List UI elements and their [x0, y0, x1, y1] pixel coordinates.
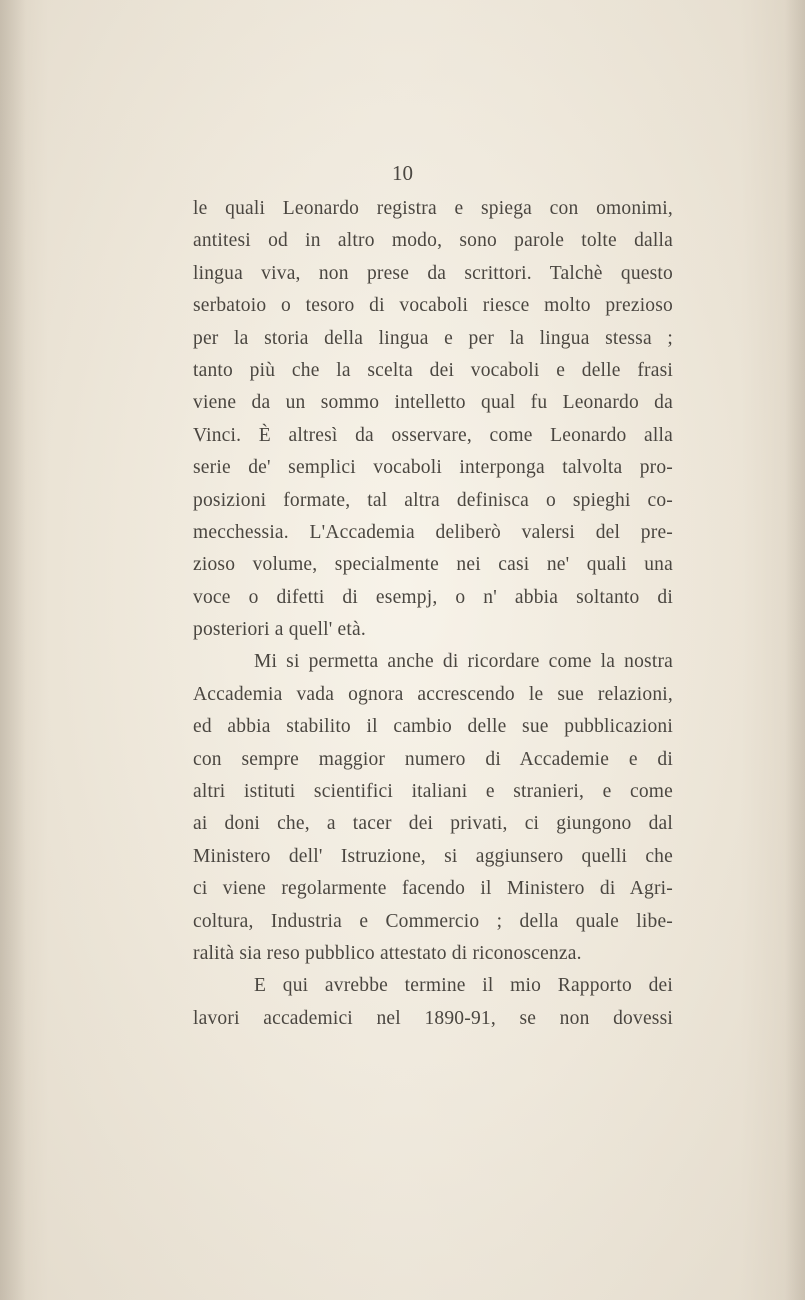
- text-line: coltura, Industria e Commercio ; della quale libe-: [193, 910, 673, 932]
- page-edge-shadow-left: [0, 0, 26, 1300]
- page-edge-shadow-right: [785, 0, 805, 1300]
- text-line: E qui avrebbe termine il mio Rapporto dei: [254, 975, 673, 997]
- text-line: altri istituti scientifici italiani e stranieri, e come: [193, 781, 673, 803]
- text-line: lingua viva, non prese da scrittori. Talchè questo: [193, 262, 673, 284]
- text-line: zioso volume, specialmente nei casi ne' quali una: [193, 554, 673, 576]
- text-line: Ministero dell' Istruzione, si aggiunsero quelli che: [193, 845, 673, 867]
- text-line: posteriori a quell' età.: [193, 619, 366, 641]
- text-line: Vinci. È altresì da osservare, come Leonardo alla: [193, 424, 673, 446]
- page-number: 10: [392, 161, 413, 185]
- text-line: ai doni che, a tacer dei privati, ci giungono dal: [193, 813, 673, 835]
- text-line: ci viene regolarmente facendo il Ministero di Agri-: [193, 878, 673, 900]
- text-line: Accademia vada ognora accrescendo le sue relazioni,: [193, 683, 673, 705]
- text-line: ed abbia stabilito il cambio delle sue pubblicazioni: [193, 716, 673, 738]
- text-line: posizioni formate, tal altra definisca o spieghi co-: [193, 489, 673, 511]
- text-line: ralità sia reso pubblico attestato di riconoscenza.: [193, 942, 582, 964]
- text-line: per la storia della lingua e per la lingua stessa ;: [193, 327, 673, 349]
- text-line: voce o difetti di esempj, o n' abbia soltanto di: [193, 586, 673, 608]
- text-line: serbatoio o tesoro di vocaboli riesce molto prezioso: [193, 295, 673, 317]
- text-line: Mi si permetta anche di ricordare come la nostra: [254, 651, 673, 673]
- text-line: lavori accademici nel 1890-91, se non dovessi: [193, 1007, 673, 1029]
- text-line: con sempre maggior numero di Accademie e di: [193, 748, 673, 770]
- text-line: le quali Leonardo registra e spiega con omonimi,: [193, 198, 673, 219]
- text-line: mecchessia. L'Accademia deliberò valersi del pre-: [193, 521, 673, 543]
- text-line: antitesi od in altro modo, sono parole tolte dalla: [193, 230, 673, 252]
- text-line: tanto più che la scelta dei vocaboli e delle frasi: [193, 359, 673, 381]
- body-text: [193, 193, 673, 1035]
- text-line: viene da un sommo intelletto qual fu Leonardo da: [193, 392, 673, 414]
- text-line: serie de' semplici vocaboli interponga talvolta pro-: [193, 457, 673, 479]
